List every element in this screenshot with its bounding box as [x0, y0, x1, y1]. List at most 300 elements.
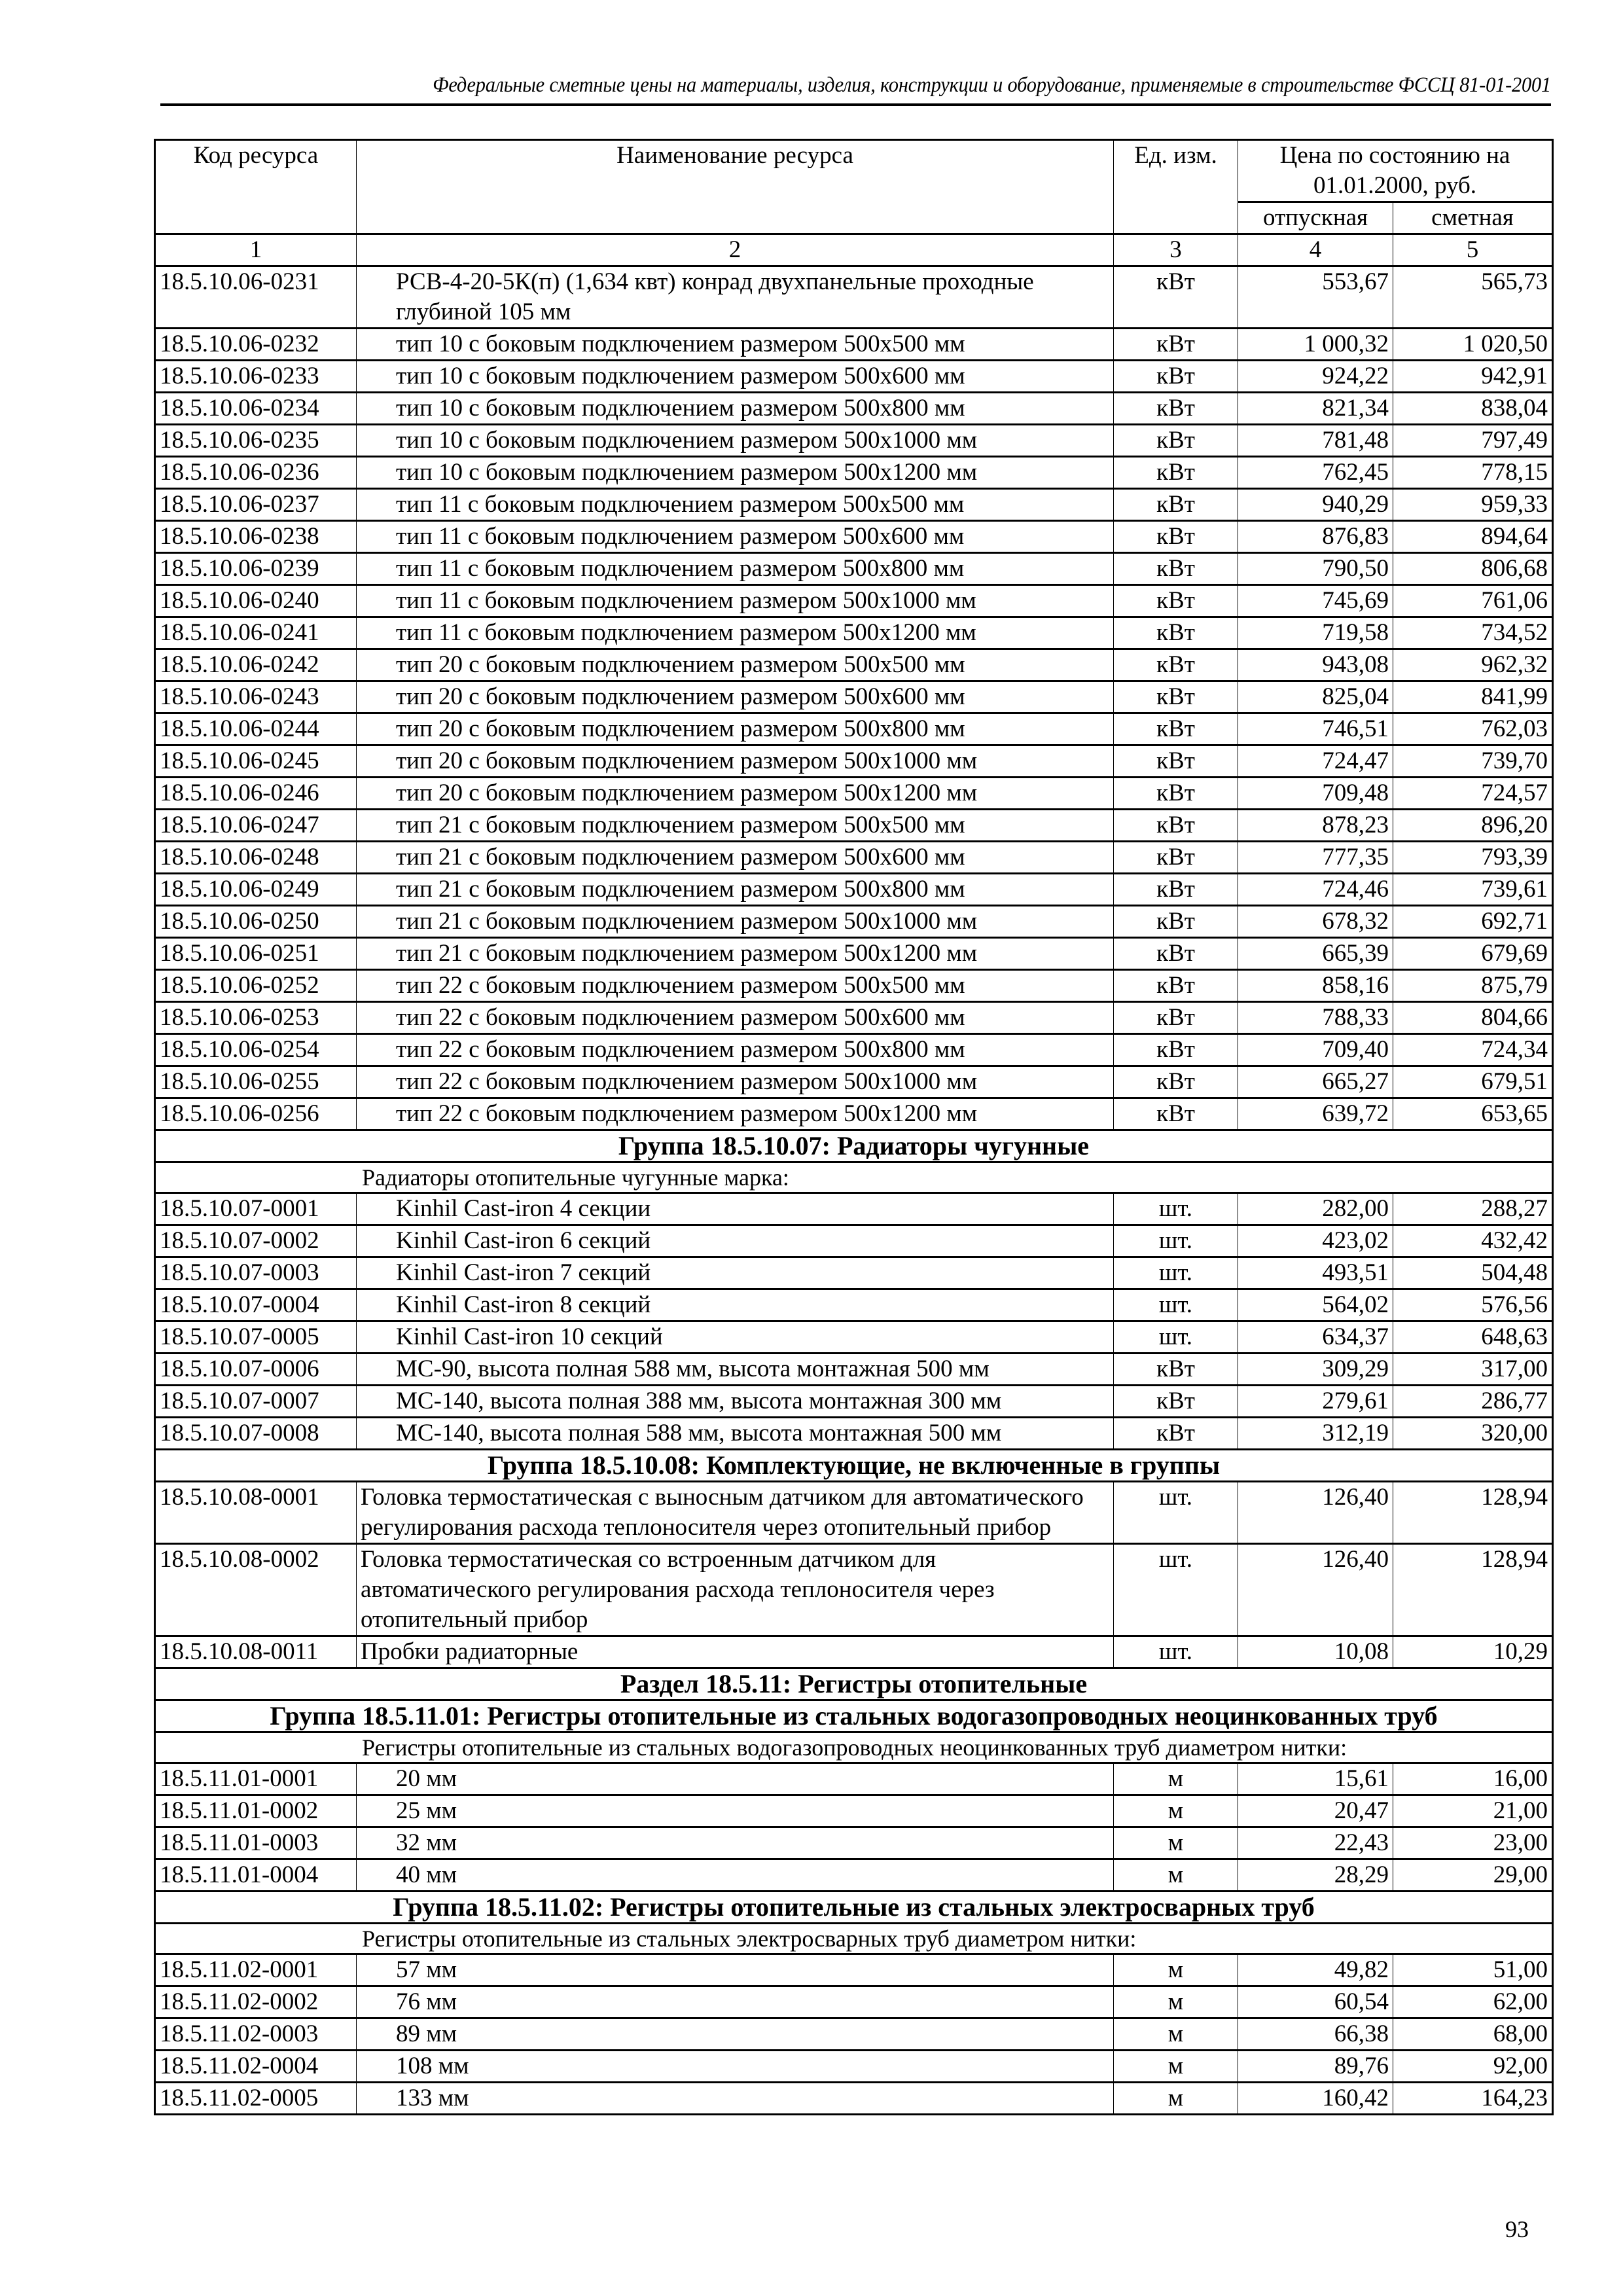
header-price-estimate: сметная — [1393, 202, 1553, 234]
release-price: 493,51 — [1238, 1257, 1393, 1289]
estimate-price: 10,29 — [1393, 1636, 1553, 1668]
resource-code: 18.5.10.07-0008 — [155, 1418, 357, 1450]
group-heading-row — [155, 1668, 1553, 1700]
resource-code: 18.5.10.06-0251 — [155, 938, 357, 970]
unit-of-measure: кВт — [1114, 649, 1238, 681]
estimate-price: 806,68 — [1393, 553, 1553, 585]
resource-name: тип 22 с боковым подключением размером 500х1200 мм — [357, 1098, 1114, 1130]
header-price-group: Цена по состоянию на 01.01.2000, руб. — [1238, 140, 1553, 202]
column-number: 4 — [1238, 234, 1393, 266]
table-row — [155, 906, 1553, 938]
resource-code: 18.5.10.06-0256 — [155, 1098, 357, 1130]
unit-of-measure: шт. — [1114, 1225, 1238, 1257]
table-row — [155, 938, 1553, 970]
estimate-price: 1 020,50 — [1393, 329, 1553, 361]
release-price: 160,42 — [1238, 2083, 1393, 2115]
table-row — [155, 617, 1553, 649]
resource-code: 18.5.10.06-0243 — [155, 681, 357, 713]
release-price: 940,29 — [1238, 489, 1393, 521]
table-row — [155, 1954, 1553, 1986]
table-row — [155, 1418, 1553, 1450]
release-price: 312,19 — [1238, 1418, 1393, 1450]
unit-of-measure: кВт — [1114, 1098, 1238, 1130]
resource-code: 18.5.10.06-0233 — [155, 361, 357, 393]
resource-code: 18.5.10.06-0245 — [155, 745, 357, 778]
estimate-price: 962,32 — [1393, 649, 1553, 681]
group-heading-row — [155, 1450, 1553, 1482]
resource-code: 18.5.10.06-0255 — [155, 1066, 357, 1098]
resource-name: 133 мм — [357, 2083, 1114, 2115]
table-row — [155, 2083, 1553, 2115]
unit-of-measure: кВт — [1114, 393, 1238, 425]
unit-of-measure: м — [1114, 2051, 1238, 2083]
resource-code: 18.5.10.06-0244 — [155, 713, 357, 745]
table-row — [155, 1986, 1553, 2018]
price-table — [154, 139, 1554, 2115]
unit-of-measure: м — [1114, 2083, 1238, 2115]
estimate-price: 679,51 — [1393, 1066, 1553, 1098]
estimate-price: 51,00 — [1393, 1954, 1553, 1986]
release-price: 309,29 — [1238, 1354, 1393, 1386]
resource-code: 18.5.10.06-0237 — [155, 489, 357, 521]
unit-of-measure: кВт — [1114, 553, 1238, 585]
unit-of-measure: м — [1114, 2018, 1238, 2051]
table-row — [155, 745, 1553, 778]
estimate-price: 841,99 — [1393, 681, 1553, 713]
resource-code: 18.5.11.02-0004 — [155, 2051, 357, 2083]
release-price: 665,39 — [1238, 938, 1393, 970]
unit-of-measure: кВт — [1114, 1066, 1238, 1098]
resource-code: 18.5.10.08-0011 — [155, 1636, 357, 1668]
unit-of-measure: шт. — [1114, 1289, 1238, 1321]
unit-of-measure: кВт — [1114, 681, 1238, 713]
table-row — [155, 1066, 1553, 1098]
resource-code: 18.5.11.01-0003 — [155, 1827, 357, 1859]
estimate-price: 317,00 — [1393, 1354, 1553, 1386]
resource-code: 18.5.10.06-0239 — [155, 553, 357, 585]
resource-name: Kinhil Cast-iron 6 секций — [357, 1225, 1114, 1257]
unit-of-measure: кВт — [1114, 810, 1238, 842]
unit-of-measure: м — [1114, 1859, 1238, 1892]
resource-code: 18.5.10.06-0242 — [155, 649, 357, 681]
table-row — [155, 1321, 1553, 1354]
table-row — [155, 361, 1553, 393]
resource-name: тип 21 с боковым подключением размером 500х600 мм — [357, 842, 1114, 874]
resource-name: тип 20 с боковым подключением размером 500х600 мм — [357, 681, 1114, 713]
table-row — [155, 778, 1553, 810]
table-row — [155, 681, 1553, 713]
estimate-price: 739,70 — [1393, 745, 1553, 778]
release-price: 878,23 — [1238, 810, 1393, 842]
resource-name: МС-90, высота полная 588 мм, высота монтажная 500 мм — [357, 1354, 1114, 1386]
estimate-price: 16,00 — [1393, 1763, 1553, 1795]
group-heading-row — [155, 1892, 1553, 1924]
unit-of-measure: кВт — [1114, 778, 1238, 810]
release-price: 724,46 — [1238, 874, 1393, 906]
release-price: 665,27 — [1238, 1066, 1393, 1098]
estimate-price: 875,79 — [1393, 970, 1553, 1002]
estimate-price: 128,94 — [1393, 1544, 1553, 1636]
unit-of-measure: шт. — [1114, 1482, 1238, 1544]
unit-of-measure: кВт — [1114, 1354, 1238, 1386]
release-price: 762,45 — [1238, 457, 1393, 489]
column-number: 5 — [1393, 234, 1553, 266]
estimate-price: 62,00 — [1393, 1986, 1553, 2018]
table-row — [155, 329, 1553, 361]
estimate-price: 838,04 — [1393, 393, 1553, 425]
table-row — [155, 1193, 1553, 1225]
resource-name: РСВ-4-20-5К(п) (1,634 квт) конрад двухпанельные проходные глубиной 105 мм — [357, 266, 1114, 329]
subheading-row — [155, 1162, 1553, 1193]
table-row — [155, 1257, 1553, 1289]
resource-name: Kinhil Cast-iron 7 секций — [357, 1257, 1114, 1289]
unit-of-measure: кВт — [1114, 713, 1238, 745]
group-heading: Группа 18.5.11.01: Регистры отопительные из стальных водогазопроводных неоцинкованных труб — [155, 1700, 1553, 1732]
subheading: Регистры отопительные из стальных водогазопроводных неоцинкованных труб диаметром нитки: — [155, 1732, 1553, 1763]
resource-name: Головка термостатическая с выносным датчиком для автоматического регулирования расхода теплоносителя через отопительный прибор — [357, 1482, 1114, 1544]
table-row — [155, 1289, 1553, 1321]
resource-code: 18.5.11.02-0005 — [155, 2083, 357, 2115]
table-row — [155, 521, 1553, 553]
release-price: 15,61 — [1238, 1763, 1393, 1795]
release-price: 790,50 — [1238, 553, 1393, 585]
resource-name: Пробки радиаторные — [357, 1636, 1114, 1668]
estimate-price: 761,06 — [1393, 585, 1553, 617]
unit-of-measure: м — [1114, 1986, 1238, 2018]
estimate-price: 724,57 — [1393, 778, 1553, 810]
resource-name: тип 10 с боковым подключением размером 500х1200 мм — [357, 457, 1114, 489]
unit-of-measure: м — [1114, 1795, 1238, 1827]
resource-name: 40 мм — [357, 1859, 1114, 1892]
resource-name: Kinhil Cast-iron 4 секции — [357, 1193, 1114, 1225]
release-price: 423,02 — [1238, 1225, 1393, 1257]
unit-of-measure: кВт — [1114, 1034, 1238, 1066]
group-heading: Раздел 18.5.11: Регистры отопительные — [155, 1668, 1553, 1700]
estimate-price: 959,33 — [1393, 489, 1553, 521]
resource-code: 18.5.10.07-0004 — [155, 1289, 357, 1321]
resource-name: 57 мм — [357, 1954, 1114, 1986]
estimate-price: 164,23 — [1393, 2083, 1553, 2115]
table-row — [155, 810, 1553, 842]
resource-name: 89 мм — [357, 2018, 1114, 2051]
release-price: 634,37 — [1238, 1321, 1393, 1354]
table-row — [155, 970, 1553, 1002]
resource-code: 18.5.10.06-0254 — [155, 1034, 357, 1066]
running-header: Федеральные сметные цены на материалы, изделия, конструкции и оборудование, применяемые в строительстве ФССЦ 81-01-2001 — [433, 73, 1552, 97]
resource-code: 18.5.10.06-0231 — [155, 266, 357, 329]
table-row — [155, 1636, 1553, 1668]
table-row — [155, 585, 1553, 617]
estimate-price: 793,39 — [1393, 842, 1553, 874]
resource-code: 18.5.10.06-0236 — [155, 457, 357, 489]
release-price: 745,69 — [1238, 585, 1393, 617]
unit-of-measure: м — [1114, 1827, 1238, 1859]
subheading-row — [155, 1924, 1553, 1954]
resource-code: 18.5.10.07-0007 — [155, 1386, 357, 1418]
resource-name: тип 21 с боковым подключением размером 500х800 мм — [357, 874, 1114, 906]
resource-name: тип 20 с боковым подключением размером 500х500 мм — [357, 649, 1114, 681]
table-row — [155, 1544, 1553, 1636]
estimate-price: 679,69 — [1393, 938, 1553, 970]
group-heading: Группа 18.5.10.08: Комплектующие, не включенные в группы — [155, 1450, 1553, 1482]
table-row — [155, 457, 1553, 489]
resource-name: МС-140, высота полная 588 мм, высота монтажная 500 мм — [357, 1418, 1114, 1450]
resource-code: 18.5.10.08-0002 — [155, 1544, 357, 1636]
table-row — [155, 1002, 1553, 1034]
estimate-price: 29,00 — [1393, 1859, 1553, 1892]
resource-code: 18.5.10.07-0003 — [155, 1257, 357, 1289]
column-number: 3 — [1114, 234, 1238, 266]
estimate-price: 21,00 — [1393, 1795, 1553, 1827]
table-row — [155, 2051, 1553, 2083]
resource-code: 18.5.11.01-0001 — [155, 1763, 357, 1795]
resource-name: тип 22 с боковым подключением размером 500х600 мм — [357, 1002, 1114, 1034]
resource-name: тип 22 с боковым подключением размером 500х1000 мм — [357, 1066, 1114, 1098]
table-row — [155, 266, 1553, 329]
estimate-price: 804,66 — [1393, 1002, 1553, 1034]
estimate-price: 504,48 — [1393, 1257, 1553, 1289]
release-price: 279,61 — [1238, 1386, 1393, 1418]
estimate-price: 653,65 — [1393, 1098, 1553, 1130]
header-code: Код ресурса — [155, 140, 357, 234]
resource-name: тип 10 с боковым подключением размером 500х1000 мм — [357, 425, 1114, 457]
estimate-price: 734,52 — [1393, 617, 1553, 649]
resource-code: 18.5.10.06-0232 — [155, 329, 357, 361]
table-row — [155, 1098, 1553, 1130]
resource-code: 18.5.10.06-0247 — [155, 810, 357, 842]
group-heading: Группа 18.5.10.07: Радиаторы чугунные — [155, 1130, 1553, 1162]
estimate-price: 797,49 — [1393, 425, 1553, 457]
table-row — [155, 553, 1553, 585]
release-price: 20,47 — [1238, 1795, 1393, 1827]
estimate-price: 778,15 — [1393, 457, 1553, 489]
unit-of-measure: кВт — [1114, 617, 1238, 649]
resource-code: 18.5.10.06-0253 — [155, 1002, 357, 1034]
resource-code: 18.5.11.01-0004 — [155, 1859, 357, 1892]
resource-code: 18.5.10.06-0234 — [155, 393, 357, 425]
resource-name: тип 21 с боковым подключением размером 500х1200 мм — [357, 938, 1114, 970]
estimate-price: 320,00 — [1393, 1418, 1553, 1450]
resource-code: 18.5.10.07-0001 — [155, 1193, 357, 1225]
resource-code: 18.5.11.02-0001 — [155, 1954, 357, 1986]
subheading: Радиаторы отопительные чугунные марка: — [155, 1162, 1553, 1193]
release-price: 821,34 — [1238, 393, 1393, 425]
unit-of-measure: кВт — [1114, 585, 1238, 617]
release-price: 89,76 — [1238, 2051, 1393, 2083]
resource-code: 18.5.10.06-0250 — [155, 906, 357, 938]
table-row — [155, 1482, 1553, 1544]
resource-name: тип 22 с боковым подключением размером 500х800 мм — [357, 1034, 1114, 1066]
estimate-price: 739,61 — [1393, 874, 1553, 906]
group-heading-row — [155, 1130, 1553, 1162]
resource-name: тип 20 с боковым подключением размером 500х800 мм — [357, 713, 1114, 745]
resource-name: 76 мм — [357, 1986, 1114, 2018]
table-row — [155, 1827, 1553, 1859]
resource-code: 18.5.10.06-0241 — [155, 617, 357, 649]
estimate-price: 724,34 — [1393, 1034, 1553, 1066]
estimate-price: 692,71 — [1393, 906, 1553, 938]
table-row — [155, 713, 1553, 745]
table-row — [155, 1763, 1553, 1795]
resource-name: тип 10 с боковым подключением размером 500х500 мм — [357, 329, 1114, 361]
resource-name: тип 10 с боковым подключением размером 500х800 мм — [357, 393, 1114, 425]
group-heading: Группа 18.5.11.02: Регистры отопительные из стальных электросварных труб — [155, 1892, 1553, 1924]
table-row — [155, 1386, 1553, 1418]
unit-of-measure: кВт — [1114, 425, 1238, 457]
release-price: 788,33 — [1238, 1002, 1393, 1034]
release-price: 553,67 — [1238, 266, 1393, 329]
release-price: 858,16 — [1238, 970, 1393, 1002]
resource-code: 18.5.10.07-0006 — [155, 1354, 357, 1386]
table-row — [155, 1034, 1553, 1066]
release-price: 66,38 — [1238, 2018, 1393, 2051]
estimate-price: 565,73 — [1393, 266, 1553, 329]
resource-code: 18.5.10.08-0001 — [155, 1482, 357, 1544]
release-price: 724,47 — [1238, 745, 1393, 778]
table-row — [155, 1859, 1553, 1892]
release-price: 49,82 — [1238, 1954, 1393, 1986]
unit-of-measure: кВт — [1114, 842, 1238, 874]
header-name: Наименование ресурса — [357, 140, 1114, 234]
resource-name: тип 21 с боковым подключением размером 500х1000 мм — [357, 906, 1114, 938]
release-price: 10,08 — [1238, 1636, 1393, 1668]
release-price: 876,83 — [1238, 521, 1393, 553]
release-price: 777,35 — [1238, 842, 1393, 874]
unit-of-measure: кВт — [1114, 906, 1238, 938]
resource-code: 18.5.10.06-0249 — [155, 874, 357, 906]
resource-name: тип 20 с боковым подключением размером 500х1000 мм — [357, 745, 1114, 778]
table-row — [155, 2018, 1553, 2051]
estimate-price: 288,27 — [1393, 1193, 1553, 1225]
unit-of-measure: шт. — [1114, 1193, 1238, 1225]
unit-of-measure: кВт — [1114, 745, 1238, 778]
release-price: 639,72 — [1238, 1098, 1393, 1130]
resource-code: 18.5.10.07-0002 — [155, 1225, 357, 1257]
unit-of-measure: кВт — [1114, 521, 1238, 553]
resource-name: Головка термостатическая со встроенным датчиком для автоматического регулирования расхода теплоносителя через отопительный прибор — [357, 1544, 1114, 1636]
unit-of-measure: кВт — [1114, 266, 1238, 329]
subheading-row — [155, 1732, 1553, 1763]
unit-of-measure: кВт — [1114, 1002, 1238, 1034]
column-number: 1 — [155, 234, 357, 266]
release-price: 709,40 — [1238, 1034, 1393, 1066]
unit-of-measure: кВт — [1114, 1418, 1238, 1450]
subheading: Регистры отопительные из стальных электросварных труб диаметром нитки: — [155, 1924, 1553, 1954]
resource-name: тип 11 с боковым подключением размером 500х500 мм — [357, 489, 1114, 521]
release-price: 746,51 — [1238, 713, 1393, 745]
estimate-price: 23,00 — [1393, 1827, 1553, 1859]
unit-of-measure: кВт — [1114, 1386, 1238, 1418]
resource-name: 32 мм — [357, 1827, 1114, 1859]
resource-name: 108 мм — [357, 2051, 1114, 2083]
release-price: 719,58 — [1238, 617, 1393, 649]
table-row — [155, 842, 1553, 874]
estimate-price: 762,03 — [1393, 713, 1553, 745]
estimate-price: 576,56 — [1393, 1289, 1553, 1321]
table-row — [155, 1354, 1553, 1386]
table-row — [155, 425, 1553, 457]
resource-code: 18.5.10.07-0005 — [155, 1321, 357, 1354]
unit-of-measure: шт. — [1114, 1636, 1238, 1668]
release-price: 678,32 — [1238, 906, 1393, 938]
page-number: 93 — [1505, 2216, 1529, 2242]
table-row — [155, 489, 1553, 521]
unit-of-measure: кВт — [1114, 457, 1238, 489]
resource-code: 18.5.11.02-0003 — [155, 2018, 357, 2051]
estimate-price: 128,94 — [1393, 1482, 1553, 1544]
resource-name: тип 11 с боковым подключением размером 500х1200 мм — [357, 617, 1114, 649]
resource-code: 18.5.11.01-0002 — [155, 1795, 357, 1827]
release-price: 126,40 — [1238, 1544, 1393, 1636]
resource-code: 18.5.10.06-0240 — [155, 585, 357, 617]
table-row — [155, 874, 1553, 906]
group-heading-row — [155, 1700, 1553, 1732]
resource-name: 25 мм — [357, 1795, 1114, 1827]
estimate-price: 942,91 — [1393, 361, 1553, 393]
resource-name: тип 20 с боковым подключением размером 500х1200 мм — [357, 778, 1114, 810]
table-row — [155, 1225, 1553, 1257]
estimate-price: 648,63 — [1393, 1321, 1553, 1354]
column-number: 2 — [357, 234, 1114, 266]
header-price-release: отпускная — [1238, 202, 1393, 234]
unit-of-measure: м — [1114, 1954, 1238, 1986]
resource-name: тип 11 с боковым подключением размером 500х800 мм — [357, 553, 1114, 585]
resource-name: Kinhil Cast-iron 8 секций — [357, 1289, 1114, 1321]
resource-name: Kinhil Cast-iron 10 секций — [357, 1321, 1114, 1354]
resource-name: тип 21 с боковым подключением размером 500х500 мм — [357, 810, 1114, 842]
unit-of-measure: шт. — [1114, 1321, 1238, 1354]
resource-code: 18.5.10.06-0238 — [155, 521, 357, 553]
header-rule — [160, 103, 1551, 106]
release-price: 60,54 — [1238, 1986, 1393, 2018]
unit-of-measure: шт. — [1114, 1544, 1238, 1636]
release-price: 28,29 — [1238, 1859, 1393, 1892]
resource-name: тип 11 с боковым подключением размером 500х1000 мм — [357, 585, 1114, 617]
resource-name: тип 10 с боковым подключением размером 500х600 мм — [357, 361, 1114, 393]
resource-code: 18.5.10.06-0248 — [155, 842, 357, 874]
resource-name: тип 22 с боковым подключением размером 500х500 мм — [357, 970, 1114, 1002]
release-price: 781,48 — [1238, 425, 1393, 457]
resource-name: МС-140, высота полная 388 мм, высота монтажная 300 мм — [357, 1386, 1114, 1418]
resource-code: 18.5.10.06-0235 — [155, 425, 357, 457]
release-price: 126,40 — [1238, 1482, 1393, 1544]
release-price: 22,43 — [1238, 1827, 1393, 1859]
release-price: 943,08 — [1238, 649, 1393, 681]
table-row — [155, 393, 1553, 425]
resource-name: тип 11 с боковым подключением размером 500х600 мм — [357, 521, 1114, 553]
release-price: 709,48 — [1238, 778, 1393, 810]
unit-of-measure: кВт — [1114, 874, 1238, 906]
unit-of-measure: кВт — [1114, 361, 1238, 393]
resource-code: 18.5.10.06-0252 — [155, 970, 357, 1002]
release-price: 825,04 — [1238, 681, 1393, 713]
unit-of-measure: м — [1114, 1763, 1238, 1795]
unit-of-measure: кВт — [1114, 970, 1238, 1002]
unit-of-measure: шт. — [1114, 1257, 1238, 1289]
table-body — [155, 266, 1553, 2115]
header-unit: Ед. изм. — [1114, 140, 1238, 234]
unit-of-measure: кВт — [1114, 329, 1238, 361]
estimate-price: 896,20 — [1393, 810, 1553, 842]
estimate-price: 432,42 — [1393, 1225, 1553, 1257]
unit-of-measure: кВт — [1114, 489, 1238, 521]
estimate-price: 286,77 — [1393, 1386, 1553, 1418]
estimate-price: 68,00 — [1393, 2018, 1553, 2051]
release-price: 564,02 — [1238, 1289, 1393, 1321]
release-price: 282,00 — [1238, 1193, 1393, 1225]
unit-of-measure: кВт — [1114, 938, 1238, 970]
resource-code: 18.5.10.06-0246 — [155, 778, 357, 810]
